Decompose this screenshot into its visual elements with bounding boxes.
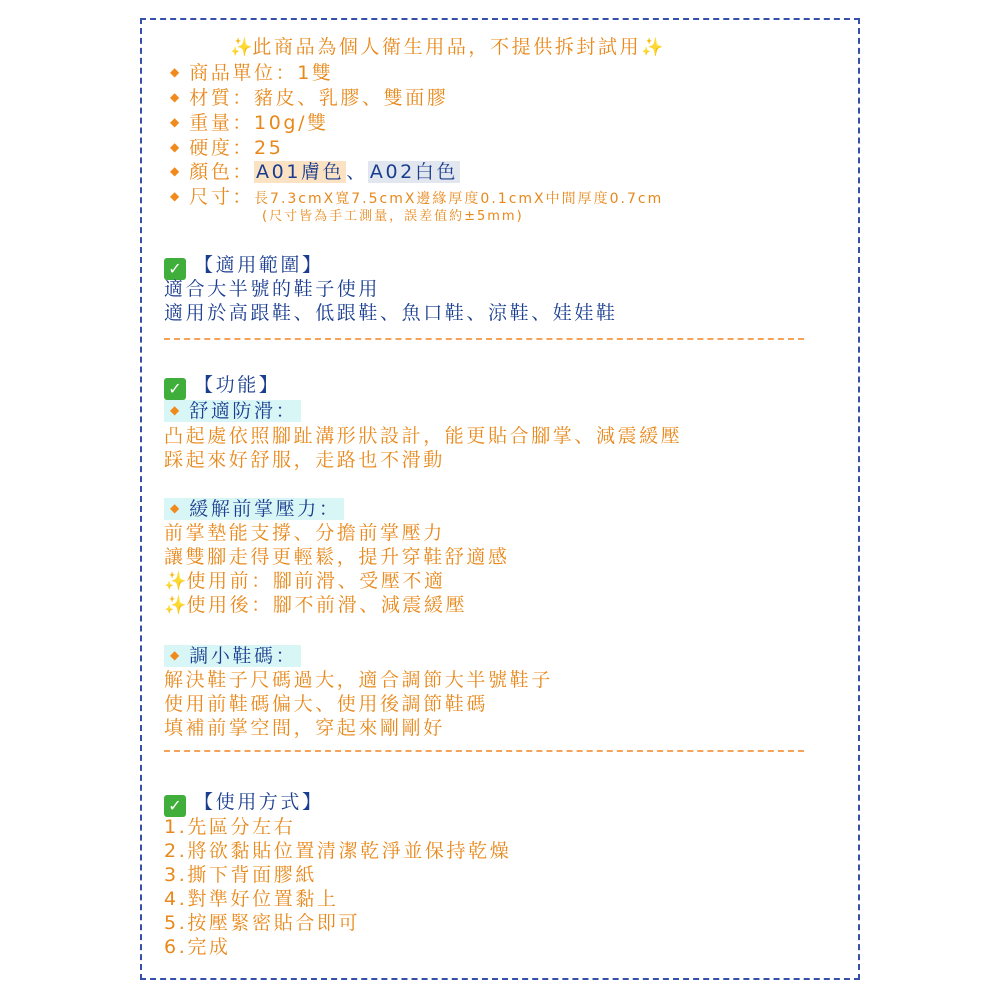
check-mark-icon: ✓ — [164, 378, 186, 400]
spec-unit — [170, 60, 334, 85]
function-2-after — [164, 593, 467, 618]
diamond-bullet-icon: ◆ — [170, 90, 180, 104]
diamond-bullet-icon: ◆ — [170, 65, 180, 79]
diamond-bullet-icon: ◆ — [170, 164, 180, 178]
spec-material-text: 材質：豬皮、乳膠、雙面膠 — [189, 87, 449, 109]
functions-heading-text: 【功能】 — [194, 374, 281, 396]
spec-weight-text: 重量：10g/雙 — [189, 112, 329, 134]
function-1-title — [164, 398, 301, 423]
check-mark-icon: ✓ — [164, 258, 186, 280]
check-mark-icon: ✓ — [164, 795, 186, 817]
spec-hardness — [170, 135, 283, 160]
function-2-title-text: 緩解前掌壓力： — [189, 498, 341, 520]
section-divider — [164, 750, 804, 752]
functions-heading — [164, 373, 280, 400]
spec-size-label: 尺寸： — [189, 186, 255, 208]
function-2-before — [164, 569, 446, 594]
color-separator: 、 — [346, 161, 368, 183]
spec-size-value: 長7.3cmX寬7.5cmX邊緣厚度0.1cmX中間厚度0.7cm — [254, 191, 664, 207]
sparkles-icon: ✨ — [641, 37, 664, 58]
function-3-line-1: 解決鞋子尺碼過大，適合調節大半號鞋子 — [164, 669, 553, 691]
spec-size-note: (尺寸皆為手工測量，誤差值約±5mm) — [262, 209, 524, 224]
spec-material — [170, 85, 448, 110]
spec-hardness-text: 硬度：25 — [189, 137, 284, 159]
usage-heading — [164, 790, 324, 817]
diamond-bullet-icon: ◆ — [170, 403, 180, 417]
function-3-line-2: 使用前鞋碼偏大、使用後調節鞋碼 — [164, 693, 489, 715]
usage-step: 3.撕下背面膠紙 — [164, 864, 317, 886]
spec-color-label: 顏色： — [189, 161, 255, 183]
function-2-line-2: 讓雙腳走得更輕鬆，提升穿鞋舒適感 — [164, 546, 510, 568]
function-1-line-1: 凸起處依照腳趾溝形狀設計，能更貼合腳掌、減震緩壓 — [164, 425, 683, 447]
function-3-line-3: 填補前掌空間，穿起來剛剛好 — [164, 717, 445, 739]
function-2-title — [164, 496, 344, 521]
diamond-bullet-icon: ◆ — [170, 189, 180, 203]
applicable-line-1: 適合大半號的鞋子使用 — [164, 278, 381, 300]
notice-text: 此商品為個人衛生用品，不提供拆封試用 — [252, 36, 642, 58]
usage-step: 4.對準好位置黏上 — [164, 888, 339, 910]
sparkles-icon: ✨ — [164, 595, 187, 616]
diamond-bullet-icon: ◆ — [170, 115, 180, 129]
function-3-title-text: 調小鞋碼： — [189, 645, 298, 667]
function-2-line-1: 前掌墊能支撐、分擔前掌壓力 — [164, 522, 445, 544]
function-2-before-text: 使用前：腳前滑、受壓不適 — [186, 570, 446, 592]
usage-step: 6.完成 — [164, 936, 231, 958]
color-option-a02: A02白色 — [369, 161, 459, 183]
usage-heading-text: 【使用方式】 — [194, 791, 324, 813]
sparkles-icon: ✨ — [164, 571, 187, 592]
usage-step: 1.先區分左右 — [164, 816, 296, 838]
function-1-title-text: 舒適防滑： — [189, 400, 298, 422]
notice-line — [230, 35, 664, 60]
applicable-line-2: 適用於高跟鞋、低跟鞋、魚口鞋、涼鞋、娃娃鞋 — [164, 302, 618, 324]
applicable-heading — [164, 253, 324, 280]
spec-weight — [170, 110, 329, 135]
spec-unit-text: 商品單位：1雙 — [189, 62, 334, 84]
function-3-title — [164, 643, 301, 668]
sparkles-icon: ✨ — [230, 37, 253, 58]
usage-step: 2.將欲黏貼位置清潔乾淨並保持乾燥 — [164, 840, 512, 862]
diamond-bullet-icon: ◆ — [170, 140, 180, 154]
diamond-bullet-icon: ◆ — [170, 648, 180, 662]
applicable-heading-text: 【適用範圍】 — [194, 254, 324, 276]
spec-color — [170, 159, 460, 184]
usage-step: 5.按壓緊密貼合即可 — [164, 912, 361, 934]
function-1-line-2: 踩起來好舒服，走路也不滑動 — [164, 449, 445, 471]
diamond-bullet-icon: ◆ — [170, 501, 180, 515]
section-divider — [164, 338, 804, 340]
color-option-a01: A01膚色 — [256, 161, 345, 183]
function-2-after-text: 使用後：腳不前滑、減震緩壓 — [186, 594, 468, 616]
